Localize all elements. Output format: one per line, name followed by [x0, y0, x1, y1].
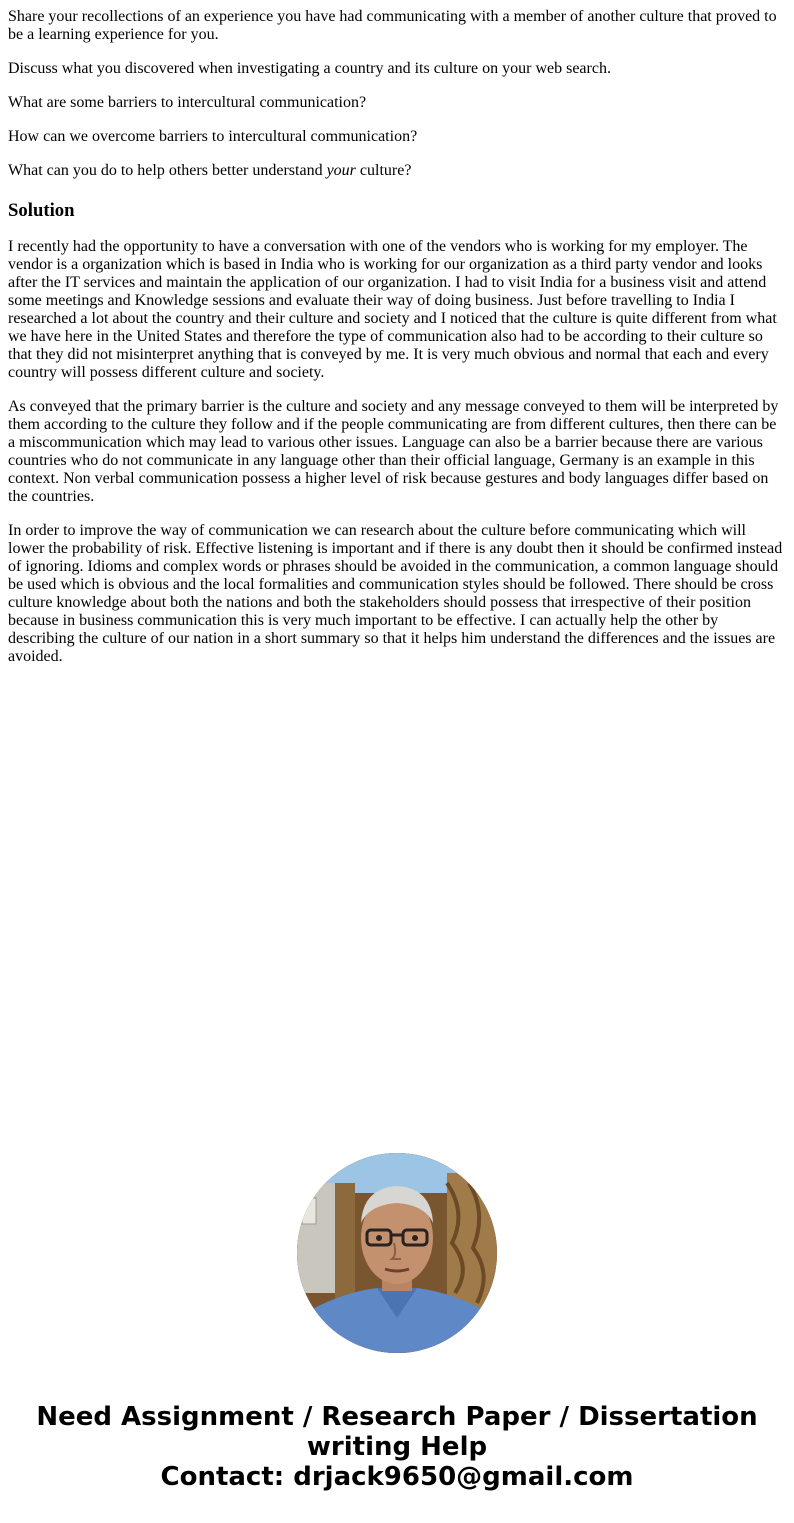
solution-heading: Solution [8, 200, 75, 221]
question-3: What are some barriers to intercultural communication? [8, 94, 367, 111]
question-4: How can we overcome barriers to intercultural communication? [8, 128, 418, 145]
document-body [8, 8, 784, 682]
promo-line-1: Need Assignment / Research Paper / Dissertation [36, 1402, 758, 1432]
promo-contact-email: Contact: drjack9650@gmail.com [160, 1462, 634, 1492]
question-5-emphasis: your [326, 162, 356, 179]
question-5-after: culture? [355, 162, 412, 179]
answer-paragraph-1: I recently had the opportunity to have a conversation with one of the vendors who is working for my employer. The vendor is a organization which is based in India who is working for our organization as a third party vendor and looks after the IT services and maintain the application of our organization. I had to visit India for a business visit and attend some meetings and Knowledge sessions and evaluate their way of doing business. Just before travelling to India I researched a lot about the country and their culture and society and I noticed that the culture is quite different from what we have here in the United States and therefore the type of communication also had to be according to their culture so that they did not misinterpret anything that is conveyed by me. It is very much obvious and normal that each and every country will possess different culture and society. [8, 238, 777, 381]
answer-paragraph-3: In order to improve the way of communication we can research about the culture before communicating which will lower the probability of risk. Effective listening is important and if there is any doubt then it should be confirmed instead of ignoring. Idioms and complex words or phrases should be avoided in the communication, a common language should be used which is obvious and the local formalities and communication styles should be followed. There should be cross culture knowledge about both the nations and both the stakeholders should possess that irrespective of their position because in business communication this is very much important to be effective. I can actually help the other by describing the culture of our nation in a short summary so that it helps him understand the differences and the issues are avoided. [8, 522, 783, 665]
portrait-illustration [297, 1153, 497, 1353]
question-5 [8, 162, 784, 180]
promo-banner [0, 1402, 794, 1492]
question-1: Share your recollections of an experience you have had communicating with a member of another culture that proved to be a learning experience for you. [8, 8, 777, 43]
author-photo-avatar [297, 1153, 497, 1353]
question-2: Discuss what you discovered when investigating a country and its culture on your web search. [8, 60, 611, 77]
answer-paragraph-2: As conveyed that the primary barrier is the culture and society and any message conveyed to them will be interpreted by them according to the culture they follow and if the people communicating are from different cultures, then there can be a miscommunication which may lead to various other issues. Language can also be a barrier because there are various countries who do not communicate in any language other than their official language, Germany is an example in this context. Non verbal communication possess a higher level of risk because gestures and body languages differ based on the countries. [8, 398, 779, 505]
promo-line-2: writing Help [306, 1432, 488, 1462]
question-5-before: What can you do to help others better understand [8, 162, 327, 179]
